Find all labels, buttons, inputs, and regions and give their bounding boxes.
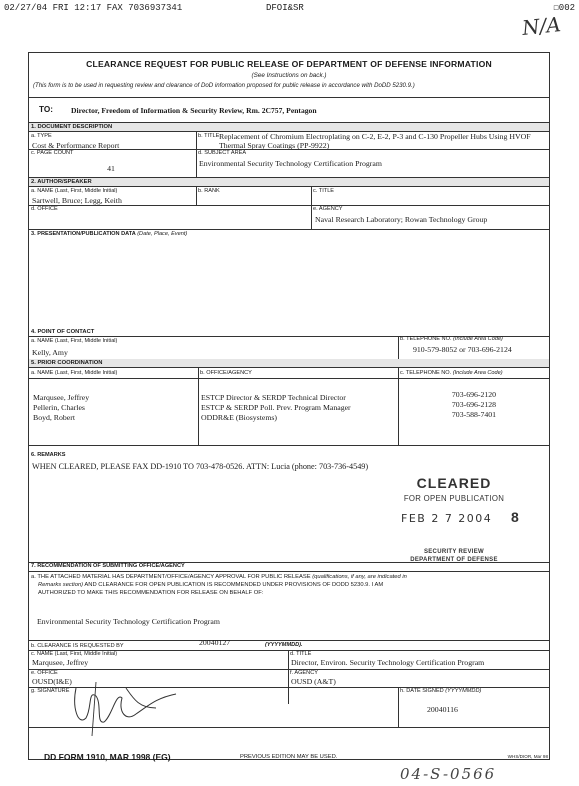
author-title-label: c. TITLE bbox=[313, 188, 335, 194]
table-row: Marqusee, Jeffrey bbox=[33, 393, 90, 402]
recommender-title-value: Director, Environ. Security Technology Certification Program bbox=[291, 658, 485, 667]
clearance-date-value: 20040127 bbox=[199, 638, 231, 647]
table-row: ESTCP & SERDP Poll. Prev. Program Manager bbox=[201, 403, 351, 412]
handwritten-na: N/A bbox=[521, 12, 563, 40]
section-2-title: 2. AUTHOR/SPEAKER bbox=[29, 178, 549, 187]
to-label: TO: bbox=[39, 105, 53, 114]
fax-header-center: DFOI&SR bbox=[266, 3, 304, 13]
section-3-title: 3. PRESENTATION/PUBLICATION DATA (Date, Place, Event) bbox=[31, 231, 188, 237]
recommender-name-label: c. NAME (Last, First, Middle Initial) bbox=[31, 651, 118, 657]
recommendation-text: a. THE ATTACHED MATERIAL HAS DEPARTMENT/OFFICE/AGENCY APPROVAL FOR PUBLIC RELEASE (qualifications, if any, are indicated in Remarks section) AND CLEARANCE FOR OPEN PUBLICATION IS RECOMMENDED UNDER PROVISIONS OF DODD 5230.9. I AM AUTHORIZED TO MAKE THIS RECOMMENDATION FOR RELEASE ON BEHALF OF: bbox=[31, 574, 407, 596]
form-title: CLEARANCE REQUEST FOR PUBLIC RELEASE OF DEPARTMENT OF DEFENSE INFORMATION bbox=[86, 59, 492, 69]
recommend-org-value: Environmental Security Technology Certification Program bbox=[37, 617, 220, 626]
table-row: ODDR&E (Biosystems) bbox=[201, 413, 278, 422]
recommender-office-value: OUSD(I&E) bbox=[32, 677, 72, 686]
clearance-date-format: (YYYYMMDD). bbox=[265, 642, 303, 648]
poc-name-value: Kelly, Amy bbox=[32, 348, 68, 357]
title-label: b. TITLE bbox=[198, 133, 220, 139]
subject-value: Environmental Security Technology Certification Program bbox=[199, 159, 382, 168]
handwritten-case-number: 04-S-0566 bbox=[400, 765, 497, 783]
date-signed-label: h. DATE SIGNED (YYYYMMDD) bbox=[400, 688, 482, 694]
agency-value: Naval Research Laboratory; Rowan Technology Group bbox=[315, 215, 488, 224]
recommender-agency-label: f. AGENCY bbox=[290, 670, 318, 676]
recommender-agency-value: OUSD (A&T) bbox=[291, 677, 336, 686]
author-name-value: Sartwell, Bruce; Legg, Keith bbox=[32, 196, 122, 205]
coord-name-label: a. NAME (Last, First, Middle Initial) bbox=[31, 370, 118, 376]
fax-header-page: ☐002 bbox=[553, 3, 575, 13]
section-7-title: 7. RECOMMENDATION OF SUBMITTING OFFICE/AGENCY bbox=[31, 563, 185, 569]
signature-image bbox=[56, 678, 216, 738]
recommender-office-label: e. OFFICE bbox=[31, 670, 58, 676]
form-header bbox=[29, 53, 549, 97]
fax-header-left: 02/27/04 FRI 12:17 FAX 7036937341 bbox=[4, 3, 183, 13]
poc-phone-label: b. TELEPHONE NO. (Include Area Code) bbox=[400, 336, 503, 342]
page-count-value: 41 bbox=[107, 164, 115, 173]
clearance-form bbox=[28, 52, 550, 760]
to-value: Director, Freedom of Information & Security Review, Rm. 2C757, Pentagon bbox=[71, 106, 317, 115]
stamp-number: 8 bbox=[511, 509, 519, 525]
edition-note: PREVIOUS EDITION MAY BE USED. bbox=[240, 754, 338, 760]
rank-label: b. RANK bbox=[198, 188, 220, 194]
section-6-title: 6. REMARKS bbox=[31, 452, 66, 458]
form-subtitle: (See Instructions on back.) bbox=[251, 72, 327, 79]
stamp-cleared: CLEARED bbox=[416, 475, 492, 491]
stamp-review: SECURITY REVIEW bbox=[423, 549, 485, 555]
clearance-date-label: b. CLEARANCE IS REQUESTED BY bbox=[31, 643, 124, 649]
cleared-stamp bbox=[359, 475, 549, 563]
agency-label: e. AGENCY bbox=[313, 206, 343, 212]
page-count-label: c. PAGE COUNT bbox=[31, 150, 74, 156]
coord-office-label: b. OFFICE/AGENCY bbox=[200, 370, 252, 376]
fax-header bbox=[4, 3, 575, 15]
stamp-dept: DEPARTMENT OF DEFENSE bbox=[410, 557, 498, 563]
signature-label: g. SIGNATURE bbox=[31, 688, 70, 694]
table-row: ESTCP Director & SERDP Technical Director bbox=[201, 393, 346, 402]
remarks-value: WHEN CLEARED, PLEASE FAX DD-1910 TO 703-478-0526. ATTN: Lucia (phone: 703-736-4549) bbox=[32, 462, 369, 471]
section-4-title: 4. POINT OF CONTACT bbox=[29, 328, 549, 337]
type-value: Cost & Performance Report bbox=[32, 141, 120, 150]
author-name-label: a. NAME (Last, First, Middle Initial) bbox=[31, 188, 118, 194]
table-row: 703-696-2120 bbox=[451, 390, 497, 399]
table-row: Boyd, Robert bbox=[33, 413, 76, 422]
recommender-title-label: d. TITLE bbox=[290, 651, 312, 657]
poc-phone-value: 910-579-8052 or 703-696-2124 bbox=[413, 345, 512, 354]
table-row: 703-696-2128 bbox=[451, 400, 497, 409]
date-signed-value: 20040116 bbox=[427, 705, 458, 714]
title-value: Replacement of Chromium Electroplating on C-2, E-2, P-3 and C-130 Propeller Hubs Using HVOF Thermal Spray Coatings (PP-9922) bbox=[219, 132, 531, 149]
stamp-date: FEB 2 7 2004 bbox=[401, 512, 493, 525]
type-label: a. TYPE bbox=[31, 133, 52, 139]
subject-label: d. SUBJECT AREA bbox=[198, 150, 247, 156]
stamp-for-open: FOR OPEN PUBLICATION bbox=[403, 494, 505, 503]
poc-name-label: a. NAME (Last, First, Middle Initial) bbox=[31, 338, 118, 344]
form-footer bbox=[44, 752, 554, 766]
form-code: WHS/DIOR, Mar 98 bbox=[507, 754, 548, 759]
section-5-title: 5. PRIOR COORDINATION bbox=[29, 359, 549, 368]
section-1-title: 1. DOCUMENT DESCRIPTION bbox=[29, 123, 549, 132]
form-number: DD FORM 1910, MAR 1998 (EG) bbox=[44, 752, 171, 762]
table-row: Pellerin, Charles bbox=[33, 403, 85, 412]
coord-phone-label: c. TELEPHONE NO. (Include Area Code) bbox=[400, 370, 503, 376]
office-label: d. OFFICE bbox=[31, 206, 58, 212]
table-row: 703-588-7401 bbox=[451, 410, 497, 419]
recommender-name-value: Marqusee, Jeffrey bbox=[32, 658, 89, 667]
to-row bbox=[29, 97, 549, 123]
form-instruction: (This form is to be used in requesting review and clearance of DoD information proposed for public release in accordance with DoDD 5230.9.) bbox=[33, 82, 415, 89]
